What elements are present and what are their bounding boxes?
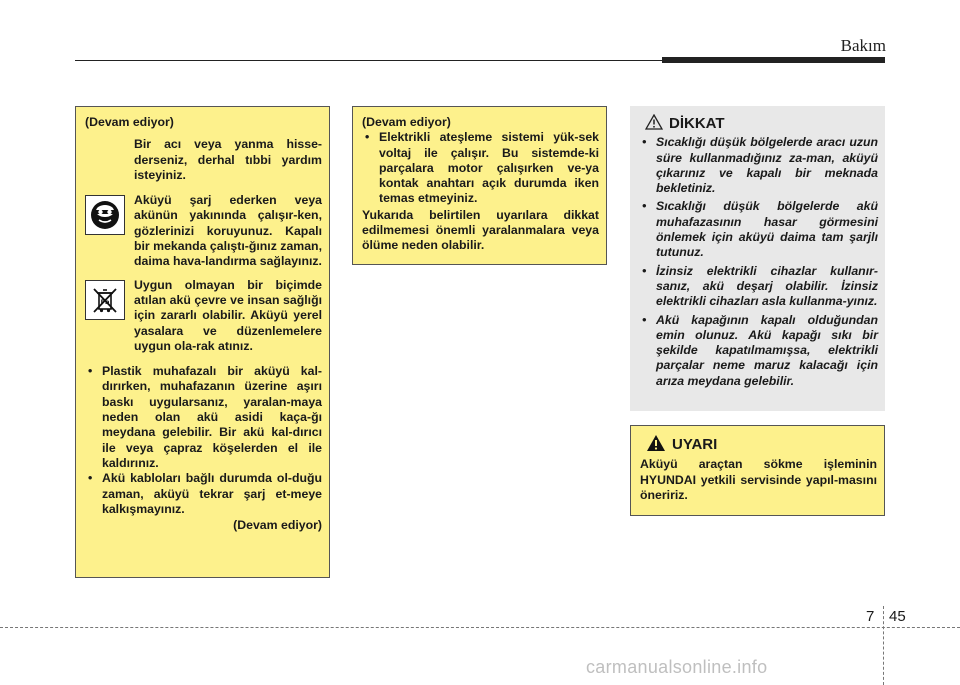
caution-header bbox=[645, 114, 878, 133]
footer-divider bbox=[0, 627, 960, 628]
intro-text: Bir acı veya yanma hisse-derseniz, derhal tıbbi yardım isteyiniz. bbox=[134, 137, 322, 182]
eye-protection-row bbox=[85, 193, 322, 269]
page-number: 45 bbox=[889, 608, 906, 625]
list-item: • Sıcaklığı düşük bölgelerde aracı uzun süre kullanmadığınız za-man, aküyü çıkarınız ve kapalı bir meknada bekletiniz. bbox=[639, 135, 878, 196]
list-item: • Elektrikli ateşleme sistemi yük-sek voltaj ile çalışır. Bu sistemde-ki parçalara motor çalışırken ve-ya kontak anahtarı açık durumda iken temas etmeyiniz. bbox=[362, 130, 599, 206]
list-item: • Akü kapağının kapalı olduğundan emin olunuz. Akü kapağı sıkı bir şekilde kapatılmamışsa, elektrikli parçalar neme maruz kalacağı için arıza meydana gelebilir. bbox=[639, 313, 878, 389]
page-header-title: Bakım bbox=[840, 36, 886, 55]
warning-box-continued-left bbox=[75, 106, 330, 578]
disposal-text: Uygun olmayan bir biçimde atılan akü çevre ve insan sağlığı için zararlı olabilir. Aküyü yerel yasalara ve düzenlemelere uygun ola-rak atınız. bbox=[134, 277, 322, 353]
box2-bullet-list bbox=[362, 130, 599, 206]
list-item: • İzinsiz elektrikli cihazlar kullanır-sanız, akü deşarj olabilir. İzinsiz elektrikli cihazları asla kullanma-yınız. bbox=[639, 264, 878, 310]
warning-box bbox=[630, 425, 885, 516]
footer-page-divider bbox=[883, 606, 884, 685]
caution-triangle-icon bbox=[645, 114, 663, 133]
header-rule-accent bbox=[662, 57, 885, 63]
warning-triangle-icon bbox=[646, 434, 666, 455]
warning-header bbox=[646, 434, 877, 455]
box2-paragraph: Yukarıda belirtilen uyarılara dikkat edilmemesi önemli yaralanmalara veya ölüme neden olabilir. bbox=[362, 207, 599, 253]
box1-bullet-list bbox=[85, 364, 322, 517]
continued-label-bottom: (Devam ediyor) bbox=[233, 518, 322, 533]
continued-label: (Devam ediyor) bbox=[85, 115, 174, 129]
caution-box bbox=[630, 106, 885, 411]
eye-protection-icon bbox=[85, 195, 125, 235]
list-item: • Akü kabloları bağlı durumda ol-duğu zaman, aküyü tekrar şarj et-meye kalkışmayınız. bbox=[85, 471, 322, 517]
watermark: carmanualsonline.info bbox=[586, 657, 768, 677]
chapter-number: 7 bbox=[866, 608, 875, 625]
warning-title: UYARI bbox=[672, 436, 718, 453]
continued-label: (Devam ediyor) bbox=[362, 115, 451, 129]
warning-box-continued-right bbox=[352, 106, 607, 265]
caution-list bbox=[639, 135, 878, 389]
list-item: • Sıcaklığı düşük bölgelerde akü muhafazasının hasar görmesini önlemek için aküyü daima tam şarjlı tutunuz. bbox=[639, 199, 878, 260]
eye-protection-text: Aküyü şarj ederken veya akünün yakınında çalışır-ken, gözlerinizi koruyunuz. Kapalı bir mekanda çalıştı-ğınız zaman, daima hava-landırma sağlayınız. bbox=[134, 193, 322, 269]
list-item: • Plastik muhafazalı bir aküyü kal-dırırken, muhafazanın üzerine aşırı baskı uygularsanız, yaralan-maya neden olan akü asidi kaça-ğı meydana gelebilir. Bir akü kal-dırıcı ile veya çapraz köşelerden el ile kaldırınız. bbox=[85, 364, 322, 471]
caution-title: DİKKAT bbox=[669, 115, 725, 132]
svg-text:Pb: Pb bbox=[100, 298, 110, 306]
crossed-bin-icon bbox=[85, 280, 125, 320]
warning-text: Aküyü araçtan sökme işleminin HYUNDAI yetkili servisinde yapıl-masını öneririz. bbox=[640, 457, 877, 502]
disposal-row bbox=[85, 278, 322, 354]
